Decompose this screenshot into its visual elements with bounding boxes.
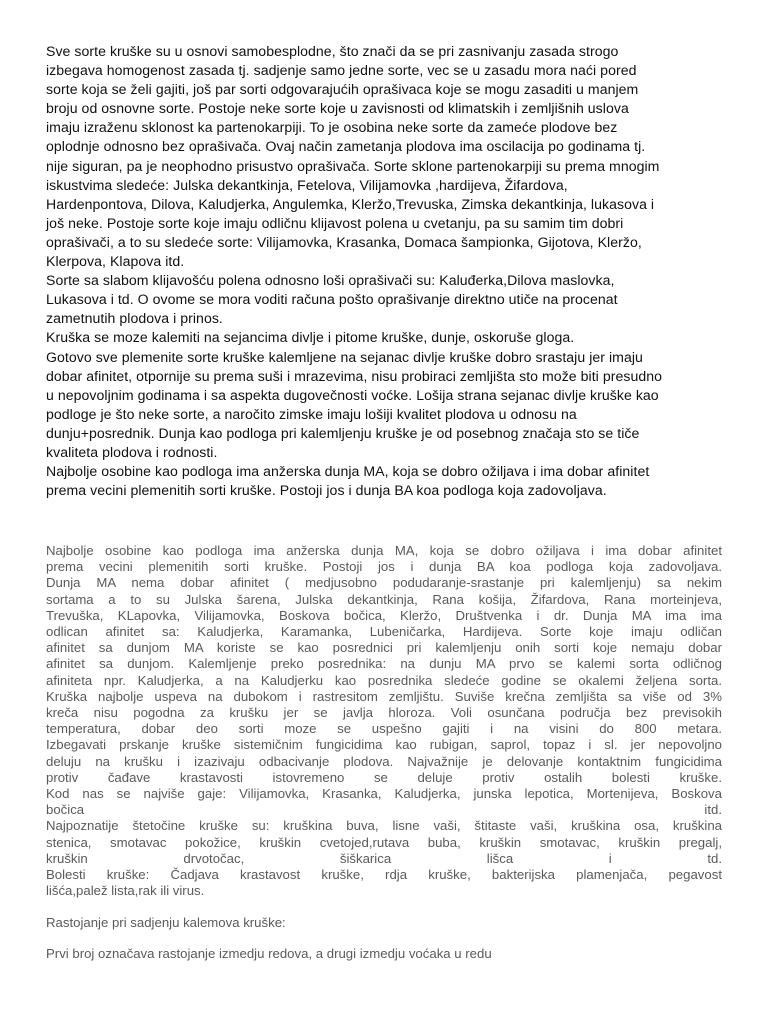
text-line: dunju+posrednik. Dunja kao podloga pri kalemljenju kruške je od posebnog značaja sto se tiče bbox=[46, 424, 640, 441]
text-line: temperatura, dobar deo sorti moze se uspešno gajiti i na visini do 800 metara. bbox=[46, 721, 722, 737]
text-line: Hardenpontova, Dilova, Kaludjerka, Angulemka, Kleržo,Trevuska, Zimska dekantkinja, lukasova i bbox=[46, 195, 655, 212]
text-line: broju od osnovne sorte. Postoje neke sorte koje u zavisnosti od klimatskih i zemljišnih uslova bbox=[46, 100, 629, 117]
text-line: afinitet sa dunjom. Kalemljenje preko posrednika: na dunju MA prvo se kalemi sorta odličnog bbox=[46, 656, 722, 672]
text-line: još neke. Postoje sorte koje imaju odličnu klijavost polena u cvetanju, pa su samim tim dobri bbox=[46, 214, 624, 231]
text-line: Bolesti kruške: Čadjava krastavost kruške, rdja kruške, bakterijska plamenjača, pegavost bbox=[46, 867, 722, 883]
text-line: stenica, smotavac pokožice, kruškin cvetojed,rutava buba, kruškin smotavac, kruškin pregalj, bbox=[46, 834, 722, 850]
text-line: iskustvima sledeće: Julska dekantkinja, Fetelova, Vilijamovka ,hardijeva, Žifardova, bbox=[46, 176, 568, 193]
text-line: bočica itd. bbox=[46, 802, 722, 818]
text-line: prema vecini plemenitih sorti kruške. Postoji jos i dunja BA koa podloga koja zadovoljava. bbox=[46, 559, 722, 575]
text-line: Sve sorte kruške su u osnovi samobesplodne, što znači da se pri zasnivanju zasada strogo bbox=[46, 43, 619, 59]
text-line: podloge je što neke sorte, a naročito zimske imaju lošiji kvalitet plodova u odnosu na bbox=[46, 405, 577, 422]
text-line: Najbolje osobine kao podloga ima anžerska dunja MA, koja se dobro ožiljava i ima dobar afinitet bbox=[46, 463, 650, 480]
text-line: Kod nas se najviše gaje: Vilijamovka, Krasanka, Kaludjerka, junska lepotica, Mortenijeva, Boskova bbox=[46, 786, 722, 802]
text-line: prema vecini plemenitih sorti kruške. Postoji jos i dunja BA koa podloga koja zadovoljava. bbox=[46, 482, 607, 499]
text-line: Najpoznatije štetočine kruške su: kruškina buva, lisne vaši, štitaste vaši, kruškina osa, kruškina bbox=[46, 818, 722, 834]
section-heading: Rastojanje pri sadjenju kalemova kruške: bbox=[46, 915, 286, 931]
text-line: dobar afinitet, otpornije su prema suši i mrazevima, nisu probiraci zemljišta sto može biti presudno bbox=[46, 367, 662, 384]
text-line: lišća,palež lista,rak ili virus. bbox=[46, 883, 205, 899]
text-line: Kruška se moze kalemiti na sejancima divlje i pitome kruške, dunje, oskoruše gloga. bbox=[46, 329, 575, 346]
text-line: odlican afinitet sa: Kaludjerka, Karamanka, Lubeničarka, Hardijeva. Sorte koje imaju odličan bbox=[46, 624, 722, 640]
text-line: sortama a to su Julska šarena, Julska dekantkinja, Rana košija, Žifardova, Rana morteinjeva, bbox=[46, 591, 722, 607]
text-line: afiniteta npr. Kaludjerka, a na Kaludjerku kao posrednika sledeće godine se okalemi željena sorta. bbox=[46, 672, 722, 688]
text-line: Kruška najbolje uspeva na dubokom i rastresitom zemljištu. Suviše krečna zemljišta sa više od 3% bbox=[46, 688, 722, 704]
section-note: Prvi broj označava rastojanje izmedju redova, a drugi izmedju voćaka u redu bbox=[46, 945, 492, 961]
text-line: kvaliteta plodova i rodnosti. bbox=[46, 443, 218, 460]
text-line: Najbolje osobine kao podloga ima anžerska dunja MA, koja se dobro ožiljava i ima dobar afinitet bbox=[46, 543, 722, 558]
text-line: zametnutih plodova i prinos. bbox=[46, 310, 223, 327]
text-line: Izbegavati prskanje kruške sistemičnim fungicidima kao rubigan, saprol, topaz i sl. jer nepovoljno bbox=[46, 737, 722, 753]
text-line: Gotovo sve plemenite sorte kruške kalemljene na sejanac divlje kruške dobro srastaju jer imaju bbox=[46, 348, 643, 365]
text-line: Trevuška, KLapovka, Vilijamovka, Boskova bočica, Kleržo, Društvenka i dr. Dunja MA ima ima bbox=[46, 607, 722, 623]
text-line: deluju na krušku i izazivaju odbacivanje plodova. Najvažnije je delovanje kontaktnim fungicidima bbox=[46, 753, 722, 769]
text-line: Sorte sa slabom klijavošću polena odnosno loši oprašivači su: Kaluđerka,Dilova maslovka, bbox=[46, 272, 615, 289]
paragraph-spacer bbox=[46, 932, 722, 946]
paragraph-spacer bbox=[46, 899, 722, 915]
text-line: nije siguran, pa je neophodno prisustvo oprašivača. Sorte sklone partenokarpiji su prema mnogim bbox=[46, 157, 660, 174]
body-text-section-1 bbox=[46, 42, 736, 500]
text-line: u nepovoljnim godinama i sa aspekta dugovečnosti voćke. Lošija strana sejanac divlje kruške kao bbox=[46, 386, 659, 403]
text-line: protiv čađave krastavosti istovremeno se deluje protiv ostalih bolesti kruške. bbox=[46, 769, 722, 785]
text-line: kruškin drvotočac, šiškarica lišca i td. bbox=[46, 850, 722, 866]
text-line: izbegava homogenost zasada tj. sadjenje samo jedne sorte, vec se u zasadu mora naći pored bbox=[46, 62, 637, 79]
text-line: afinitet sa dunjom MA koriste se kao posrednici pri kalemljenju onih sorti koje nemaju dobar bbox=[46, 640, 722, 656]
text-line: kreča nisu pogodna za krušku jer se javlja hloroza. Voli osunčana područja bez previsokih bbox=[46, 705, 722, 721]
text-line: imaju izraženu sklonost ka partenokarpiji. To je osobina neke sorte da zameće plodove bez bbox=[46, 119, 618, 136]
text-line: Klerpova, Klapova itd. bbox=[46, 253, 185, 270]
text-line: oplodnje odnosno bez oprašivača. Ovaj način zametanja plodova ima oscilacija po godinama tj. bbox=[46, 138, 646, 155]
text-line: oprašivači, a to su sledeće sorte: Vilijamovka, Krasanka, Domaca šampionka, Gijotova, Kleržo, bbox=[46, 233, 642, 250]
text-line: Dunja MA nema dobar afinitet ( medjusobno podudaranje-srastanje pri kalemljenju) sa nekim bbox=[46, 575, 722, 591]
text-line: Lukasova i td. O ovome se mora voditi računa pošto oprašivanje direktno utiče na procenat bbox=[46, 291, 618, 308]
text-line: sorte koja se želi gajiti, još par sorti odgovarajućih oprašivaca koje se mogu zasaditi u manjem bbox=[46, 81, 639, 98]
body-text-section-2 bbox=[46, 543, 722, 962]
